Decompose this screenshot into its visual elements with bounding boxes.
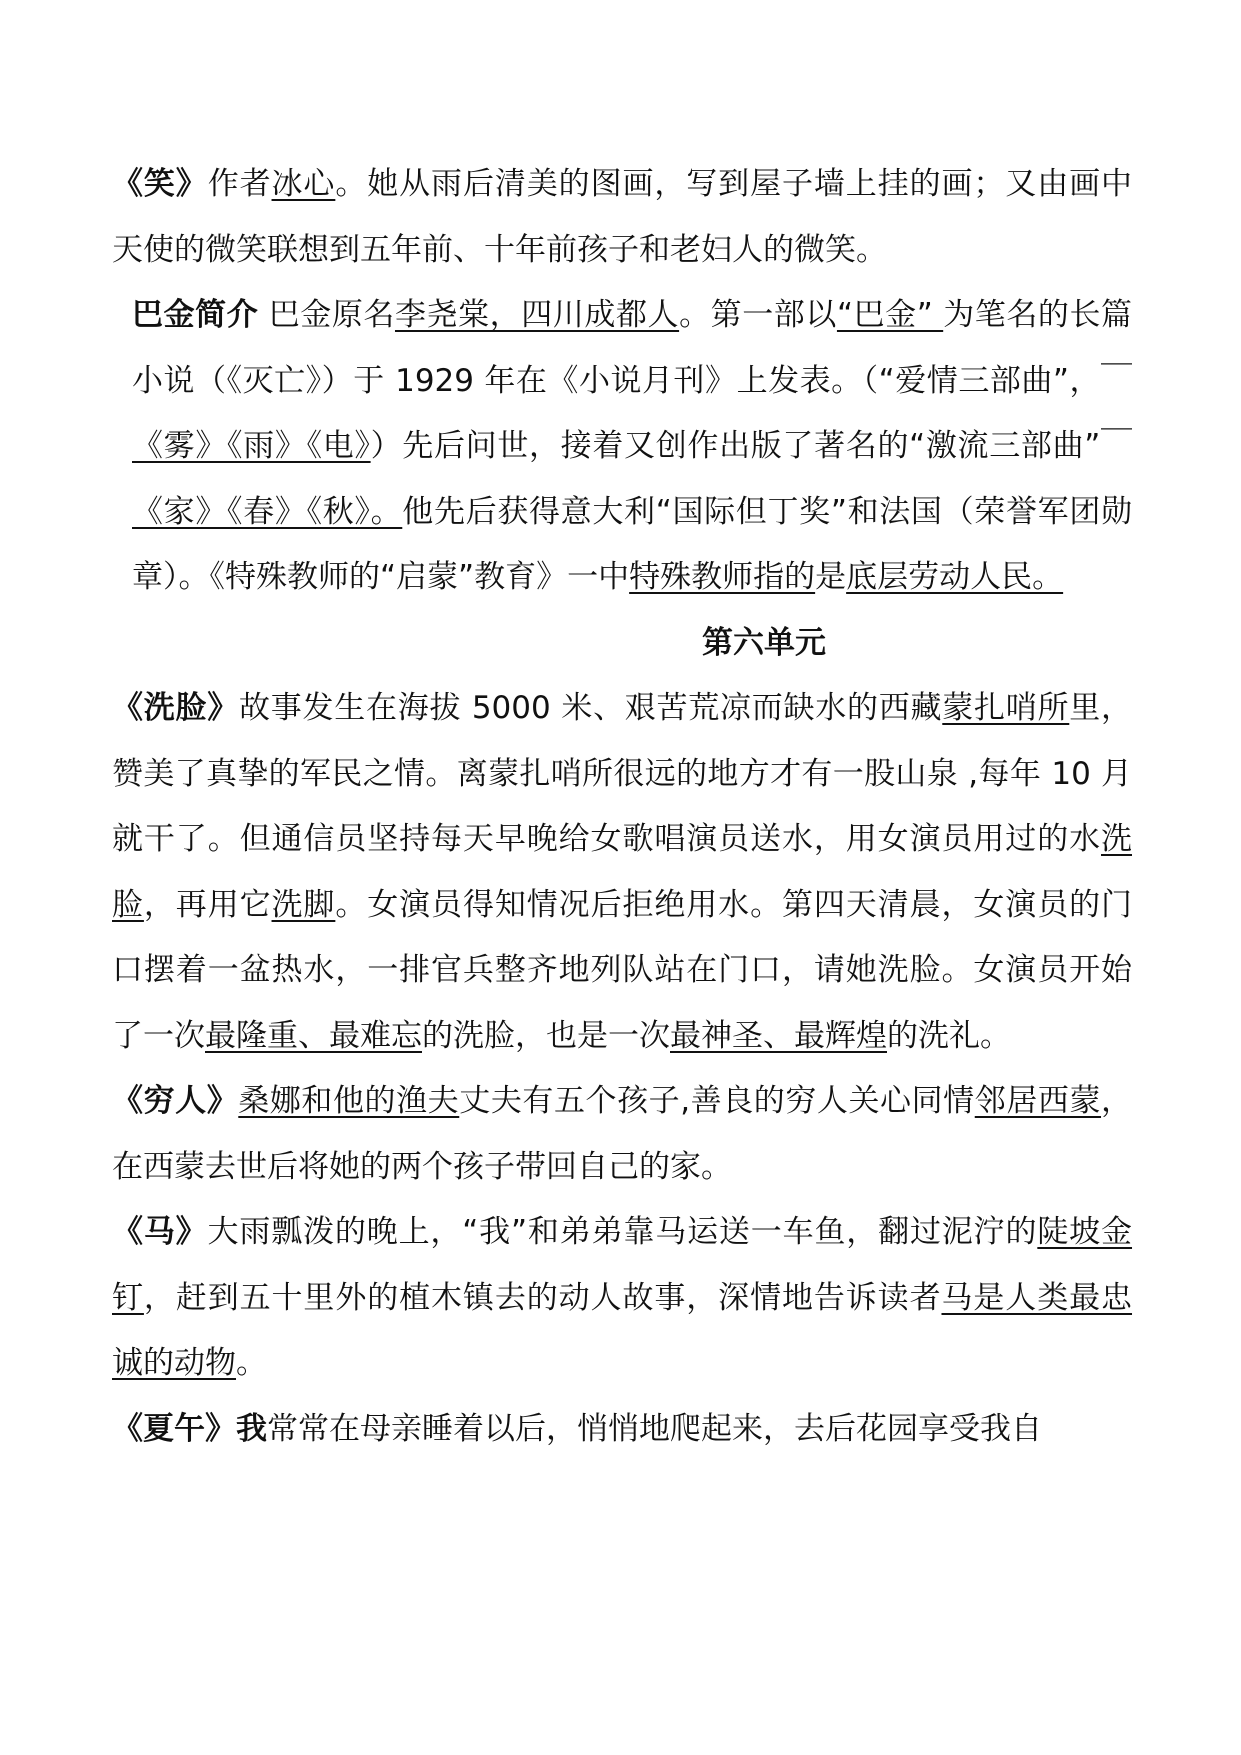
paragraph-ma [112, 1200, 1132, 1397]
underlined-text: 《雾》《雨》《电》 [132, 428, 371, 464]
paragraph-bajin [112, 283, 1132, 611]
underlined-text: “巴金” [836, 297, 944, 333]
bold-text: 我 [236, 1410, 267, 1447]
title-ma: 《马》 [112, 1214, 208, 1250]
text: 故事发生在海拔 5000 米、艰苦荒凉而缺水的西藏 [239, 690, 943, 726]
paragraph-xilian [112, 676, 1132, 1069]
underlined-text: 《家》《春》《秋》。 [132, 493, 403, 530]
text: 大雨瓢泼的晚上，“我”和弟弟靠马运送一车鱼，翻过泥泞的 [207, 1214, 1038, 1250]
underlined-text: 最隆重、最难忘 [205, 1017, 422, 1054]
text: 的洗礼。 [887, 1017, 1011, 1054]
text: ）先后问世，接着又创作出版了著名的“激流三部曲”￣ [370, 428, 1132, 464]
underlined-text: 底层劳动人民。 [846, 559, 1064, 595]
text: 里，赞美了真挚的军民之情。离蒙扎哨所很远的地方才有一股山泉 ,每年 10 月就干了。但通信员坚持每天早晚给女歌唱演员送水，用女演员用过的水 [112, 690, 1133, 857]
underlined-text: 李尧棠，四川成都人 [394, 297, 680, 333]
underlined-text: 邻居西蒙 [974, 1083, 1102, 1119]
text: ，在西蒙去世后将她的两个孩子带回自己的家。 [112, 1083, 1133, 1185]
underlined-text: 特殊教师指的 [629, 559, 816, 595]
underlined-text: 蒙扎哨所 [942, 690, 1070, 726]
text: 常常在母亲睡着以后，悄悄地爬起来，去后花园享受我自 [267, 1410, 1042, 1447]
text: 丈夫有五个孩子,善良的穷人关心同情 [459, 1083, 975, 1119]
title-bajin: 巴金简介 [132, 297, 259, 333]
text: 作者 [207, 166, 272, 202]
underlined-text: 陡坡金钉 [112, 1214, 1133, 1316]
text: 巴金原名 [258, 297, 395, 333]
title-xiawu: 《夏午》 [112, 1410, 236, 1447]
underlined-text: 马是人类最忠诚的动物 [112, 1279, 1133, 1381]
document-page [112, 152, 1132, 1462]
text: 的洗脸，也是一次 [422, 1017, 670, 1054]
paragraph-qiongren [112, 1069, 1132, 1200]
underlined-text: 洗脸 [112, 821, 1132, 923]
text: 。第一部以 [679, 297, 837, 333]
text: 。女演员得知情况后拒绝用水。第四天清晨，女演员的门口摆着一盆热水，一排官兵整齐地列队站在门口，请她洗脸。女演员开始了一次 [112, 886, 1133, 1054]
text: 他先后获得意大利“国际但丁奖”和法国（荣誉军团勋章）。《特殊教师的“启蒙”教育》一中 [132, 493, 1132, 595]
text: 为笔名的长篇小说（《灭亡》）于 1929 年在《小说月刊》上发表。（“爱情三部曲”，￣ [132, 297, 1133, 399]
paragraph-xiawu [112, 1397, 1132, 1463]
title-xiao: 《笑》 [112, 166, 208, 202]
title-xilian: 《洗脸》 [112, 690, 239, 726]
paragraph-xiao [112, 152, 1132, 283]
text: ，赶到五十里外的植木镇去的动人故事，深情地告诉读者 [143, 1279, 942, 1316]
unit-heading: 第六单元 [702, 624, 826, 661]
text: 。她从雨后清美的图画，写到屋子墙上挂的画；又由画中天使的微笑联想到五年前、十年前孩子和老妇人的微笑。 [112, 166, 1133, 268]
text: ，再用它 [143, 886, 272, 923]
underlined-text: 洗脚 [271, 886, 336, 923]
text: 是 [815, 559, 847, 595]
underlined-text: 最神圣、最辉煌 [670, 1017, 887, 1054]
text: 。 [236, 1345, 267, 1381]
underlined-text: 桑娜和他的渔夫 [238, 1083, 460, 1119]
underlined-text: 冰心 [271, 166, 336, 202]
title-qiongren: 《穷人》 [112, 1083, 239, 1119]
